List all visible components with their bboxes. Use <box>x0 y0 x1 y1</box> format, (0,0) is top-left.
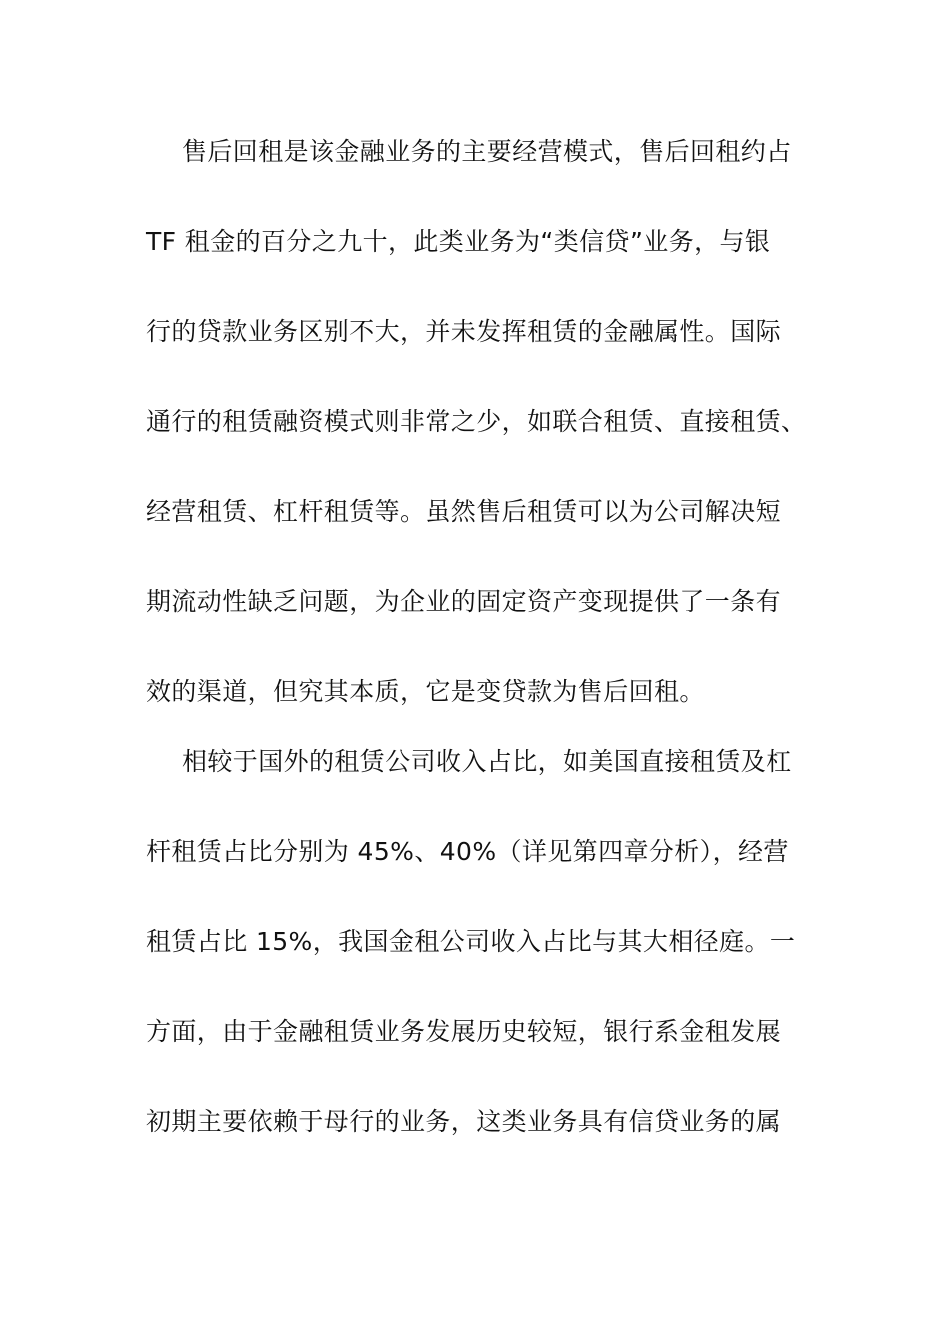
text-line: 售后回租是该金融业务的主要经营模式，售后回租约占 <box>182 137 792 166</box>
text-line: TF 租金的百分之九十，此类业务为“类信贷”业务，与银 <box>146 227 771 256</box>
text-line: 行的贷款业务区别不大，并未发挥租赁的金融属性。国际 <box>146 317 782 346</box>
text-line: 杆租赁占比分别为 45%、40%（详见第四章分析），经营 <box>146 837 789 866</box>
text-line: 效的渠道，但究其本质，它是变贷款为售后回租。 <box>146 677 705 706</box>
text-line: 经营租赁、杠杆租赁等。虽然售后租赁可以为公司解决短 <box>146 497 782 526</box>
text-line: 初期主要依赖于母行的业务，这类业务具有信贷业务的属 <box>146 1107 782 1136</box>
text-line: 租赁占比 15%，我国金租公司收入占比与其大相径庭。一 <box>146 927 796 956</box>
text-line: 相较于国外的租赁公司收入占比，如美国直接租赁及杠 <box>182 747 792 776</box>
text-line: 通行的租赁融资模式则非常之少，如联合租赁、直接租赁、 <box>146 407 807 436</box>
text-line: 期流动性缺乏问题，为企业的固定资产变现提供了一条有 <box>146 587 782 616</box>
text-line: 方面，由于金融租赁业务发展历史较短，银行系金租发展 <box>146 1017 782 1046</box>
